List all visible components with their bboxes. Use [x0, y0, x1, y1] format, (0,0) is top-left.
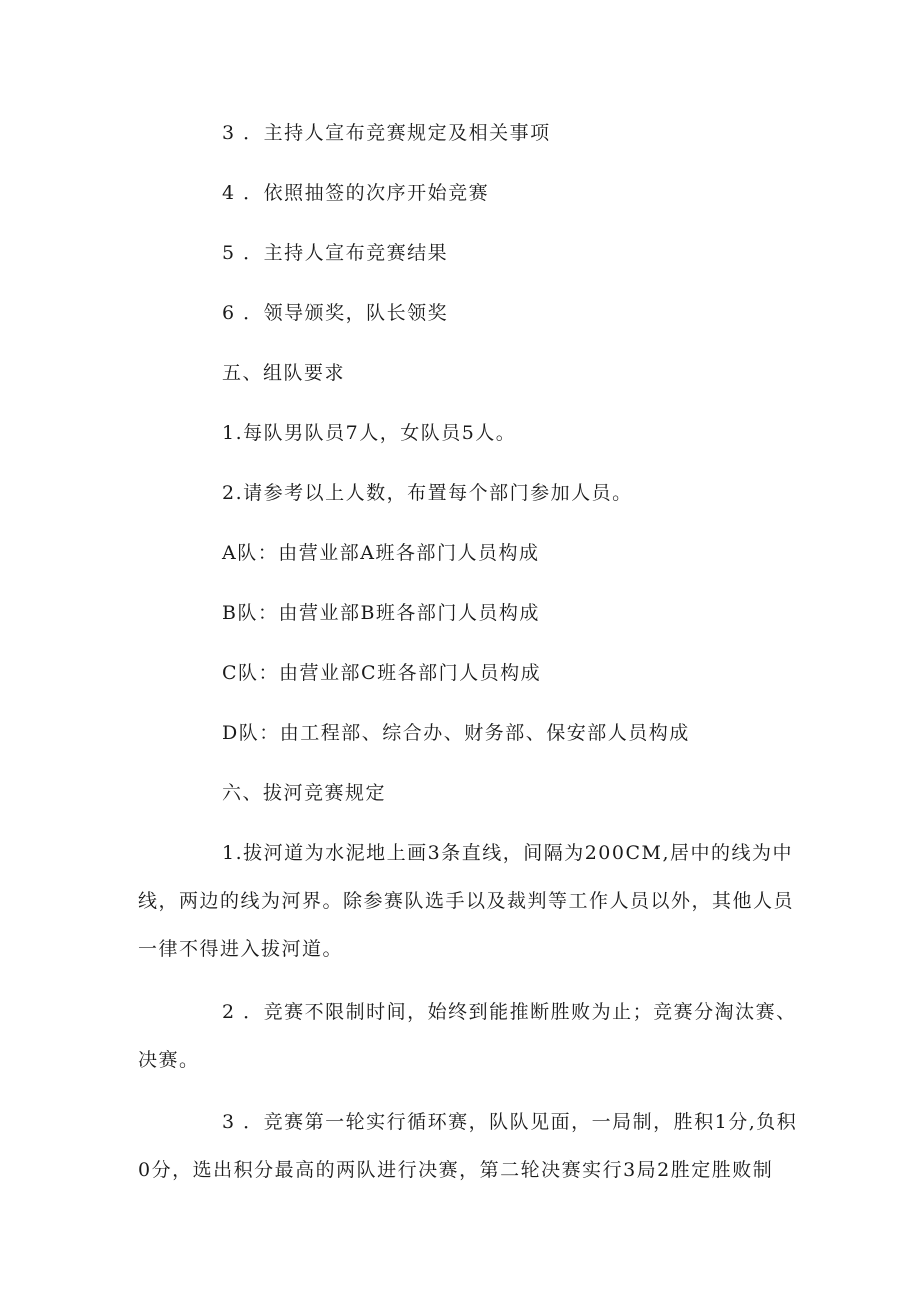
team-requirement-2: 2.请参考以上人数，布置每个部门参加人员。	[222, 482, 633, 504]
rule-1-line-3: 一律不得进入拔河道。	[138, 938, 344, 960]
rule-1-line-2: 线，两边的线为河界。除参赛队选手以及裁判等工作人员以外，其他人员	[138, 890, 795, 912]
team-requirement-1: 1.每队男队员7人，女队员5人。	[222, 422, 517, 444]
team-c-text: C队：由营业部C班各部门人员构成	[222, 662, 542, 684]
team-d-text: D队：由工程部、综合办、财务部、保安部人员构成	[222, 722, 690, 744]
team-a-text: A队：由营业部A班各部门人员构成	[222, 542, 540, 564]
rule-3-paragraph	[138, 1113, 797, 1180]
step-5-text: 5 ．主持人宣布竞赛结果	[222, 242, 449, 264]
step-6-text: 6 ．领导颁奖，队长领奖	[222, 302, 449, 324]
rule-2-paragraph	[138, 1003, 797, 1070]
rule-1-line-1: 1.拔河道为水泥地上画3条直线，间隔为200CM,居中的线为中	[222, 842, 794, 864]
section-heading-team-requirements: 五、组队要求	[222, 362, 346, 384]
section-heading-tug-of-war-rules: 六、拔河竞赛规定	[222, 782, 387, 804]
rule-3-line-2: 0分，选出积分最高的两队进行决赛，第二轮决赛实行3局2胜定胜败制	[138, 1159, 774, 1181]
team-b-text: B队：由营业部B班各部门人员构成	[222, 602, 540, 624]
step-3-text: 3 ．主持人宣布竞赛规定及相关事项	[222, 122, 551, 144]
step-4-text: 4 ．依照抽签的次序开始竞赛	[222, 182, 490, 204]
rule-1-paragraph	[138, 844, 794, 959]
rule-2-line-1: 2 ．竞赛不限制时间，始终到能推断胜败为止；竞赛分淘汰赛、	[222, 1001, 797, 1023]
rule-2-line-2: 决赛。	[138, 1049, 200, 1071]
rule-3-line-1: 3 ．竞赛第一轮实行循环赛，队队见面，一局制，胜积1分,负积	[222, 1111, 798, 1133]
